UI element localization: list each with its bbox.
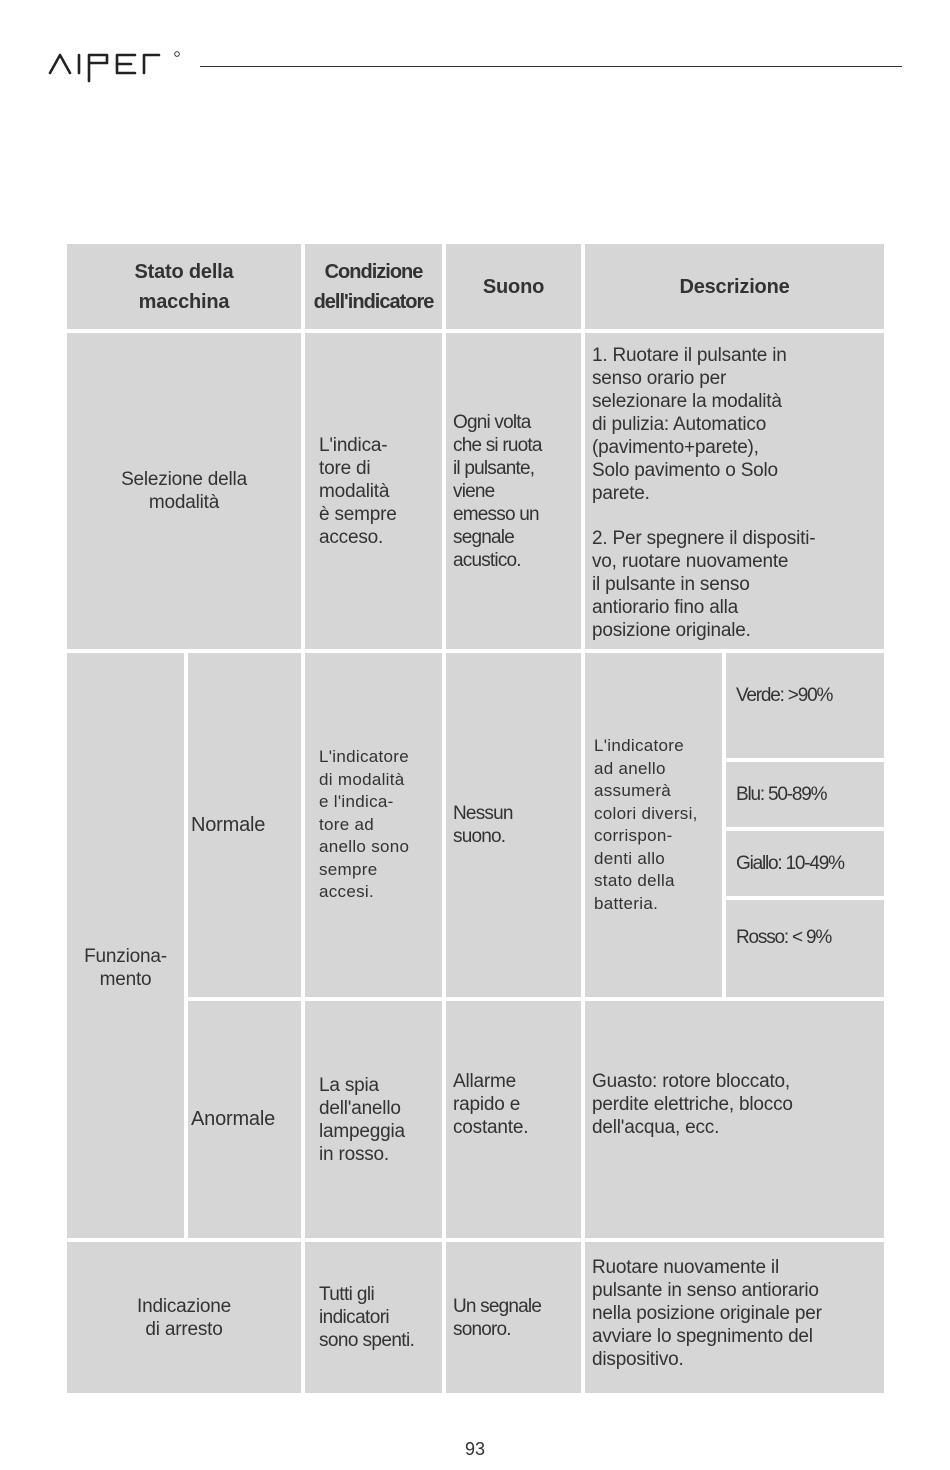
operation-abnormal-label: Anormale [188, 1001, 301, 1238]
aiper-logo [47, 48, 187, 88]
stop-indication-state: Indicazione di arresto [67, 1242, 301, 1393]
header-machine-state: Stato della macchina [67, 244, 301, 329]
list-item: 2. Per spegnere il dispositi- vo, ruotare nuovamente il pulsante in senso antiorario fino alla posizione originale. [592, 528, 816, 641]
stop-indication-sound: Un segnale sonoro. [446, 1242, 581, 1393]
operation-normal-indicator: L'indicatore di modalità e l'indica- tore ad anello sono sempre accesi. [305, 653, 442, 997]
stop-indication-indicator: Tutti gli indicatori sono spenti. [305, 1242, 442, 1393]
stop-indication-description: Ruotare nuovamente il pulsante in senso antiorario nella posizione originale per avviare lo spegnimento del dispositivo. [585, 1242, 884, 1393]
battery-level-green: Verde: >90% [726, 653, 884, 758]
operation-abnormal-indicator: La spia dell'anello lampeggia in rosso. [305, 1001, 442, 1238]
list-item: 1. Ruotare il pulsante in senso orario per selezionare la modalità di pulizia: Automatico (pavimento+parete), Solo pavimento o Solo parete. [592, 345, 787, 504]
battery-level-red: Rosso: < 9% [726, 900, 884, 997]
mode-selection-indicator: L'indica- tore di modalità è sempre acceso. [305, 333, 442, 649]
mode-selection-sound: Ogni volta che si ruota il pulsante, viene emesso un segnale acustico. [446, 333, 581, 649]
operation-abnormal-sound: Allarme rapido e costante. [446, 1001, 581, 1238]
operation-normal-sound: Nessun suono. [446, 653, 581, 997]
mode-selection-description [585, 333, 884, 649]
header-sound: Suono [446, 244, 581, 329]
operation-state: Funziona- mento [67, 653, 184, 1238]
header-description: Descrizione [585, 244, 884, 329]
mode-selection-state: Selezione della modalità [67, 333, 301, 649]
page-number: 93 [464, 1439, 486, 1459]
header-indicator-condition: Condizione dell'indicatore [305, 244, 442, 329]
header-rule [200, 66, 902, 67]
battery-level-yellow: Giallo: 10-49% [726, 831, 884, 896]
operation-normal-label: Normale [188, 653, 301, 997]
battery-level-blue: Blu: 50-89% [726, 762, 884, 827]
operation-normal-description: L'indicatore ad anello assumerà colori diversi, corrispon- denti allo stato della batteria. [585, 653, 722, 997]
mode-selection-steps [592, 344, 884, 642]
operation-abnormal-description: Guasto: rotore bloccato, perdite elettriche, blocco dell'acqua, ecc. [585, 1001, 884, 1238]
